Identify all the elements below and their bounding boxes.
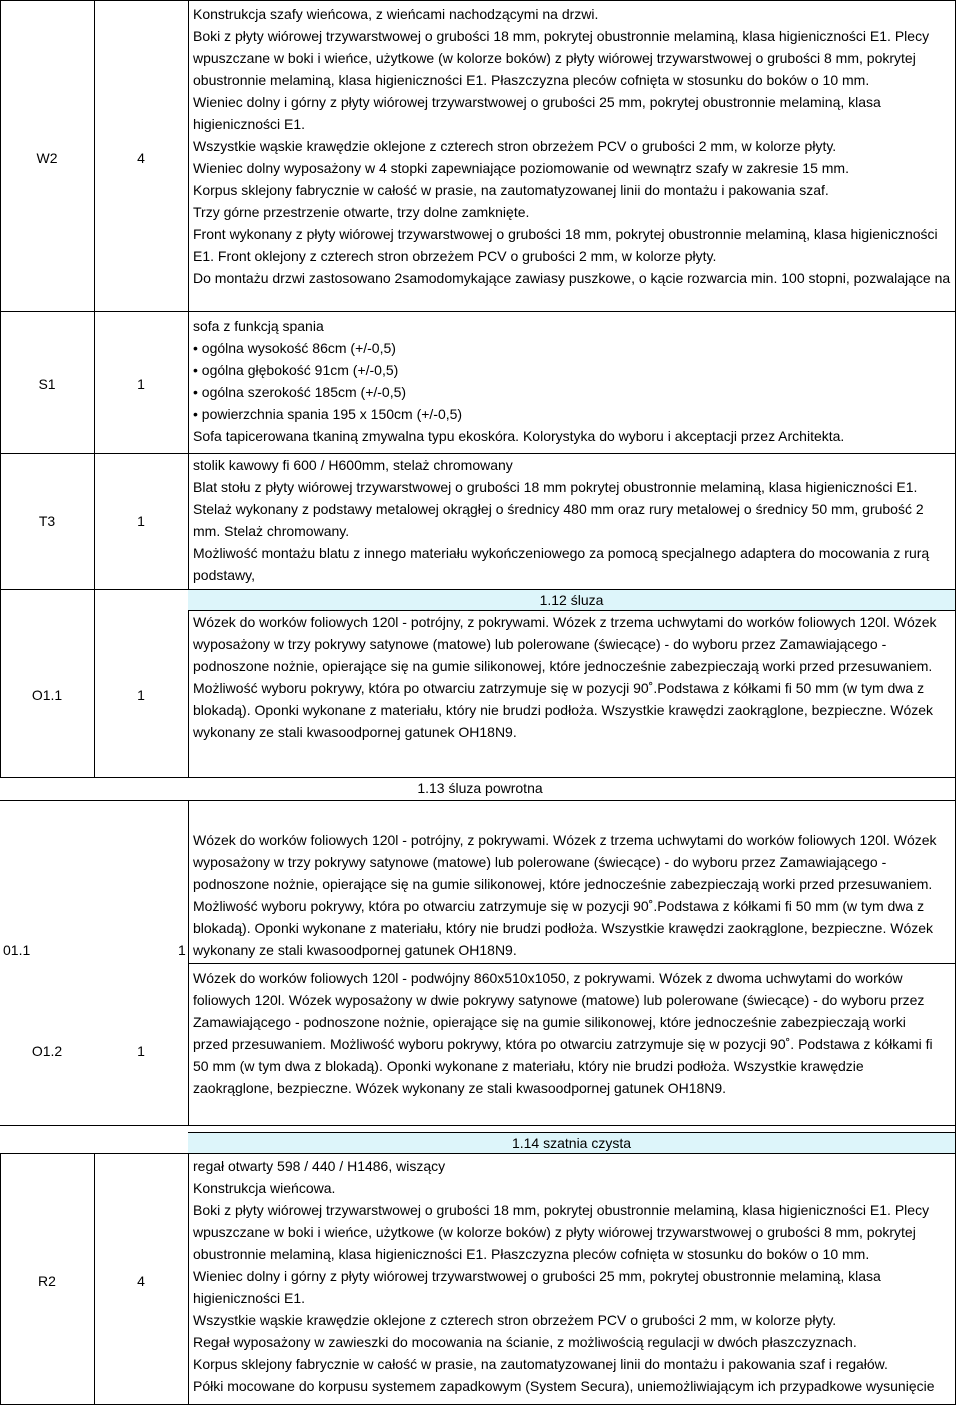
description-line: Wieniec dolny i górny z płyty wiórowej trzywarstwowej o grubości 25 mm, pokrytej obustronnie melaminą, klasa xyxy=(193,1268,881,1284)
description-line: Front wykonany z płyty wiórowej trzywarstwowej o grubości 18 mm, pokrytej obustronnie melaminą, klasa higieniczności xyxy=(193,226,938,242)
description-line: • powierzchnia spania 195 x 150cm (+/-0,5) xyxy=(193,406,463,422)
description-line: • ogólna wysokość 86cm (+/-0,5) xyxy=(193,340,396,356)
description-line: Korpus sklejony fabrycznie w całość w prasie, na zautomatyzowanej linii do montażu i pakowania szaf i regałów. xyxy=(193,1356,888,1372)
description-line: Wózek do worków foliowych 120l - potrójny, z pokrywami. Wózek z trzema uchwytami do worków foliowych 120l. Wózek xyxy=(193,832,937,848)
description-line: Półki mocowane do korpusu systemem zapadkowym (System Secura), uniemożliwiającym ich przypadkowe wysunięcie xyxy=(193,1378,935,1394)
grid-line xyxy=(0,800,956,801)
description-line: Konstrukcja szafy wieńcowa, z wieńcami nachodzącymi na drzwi. xyxy=(193,6,599,22)
description-line: Stelaż wykonany z podstawy metalowej okrągłej o średnicy 480 mm oraz rury metalowej o średnicy 50 mm, grubość 2 xyxy=(193,501,924,517)
description-line: Do montażu drzwi zastosowano 2samodomykające zawiasy puszkowe, o kącie rozwarcia min. 100 stopni, pozwalające na xyxy=(193,270,951,286)
item-code: O1.2 xyxy=(31,1043,63,1059)
item-description xyxy=(193,315,955,447)
description-line: wykonany ze stali kwasoodpornej gatunek OH18N9. xyxy=(193,942,517,958)
description-line: Sofa tapicerowana tkaniną zmywalna typu ekoskóra. Kolorystyka do wyboru i akceptacji przez Architekta. xyxy=(193,428,845,444)
description-line: Możliwość montażu blatu z innego materiału wykończeniowego za pomocą specjalnego adaptera do mocowania z rurą xyxy=(193,545,930,561)
description-line: E1. Front oklejony z czterech stron obrzeżem PCV o grubości 2 mm, w kolorze płyty. xyxy=(193,248,717,264)
description-line: Wszystkie wąskie krawędzie oklejone z czterech stron obrzeżem PCV o grubości 2 mm, w kolorze płyty. xyxy=(193,1312,837,1328)
description-line: • ogólna głębokość 91cm (+/-0,5) xyxy=(193,362,399,378)
description-line: zaokrąglone, bezpieczne. Wózek wykonany ze stali kwasoodpornej gatunek OH18N9. xyxy=(193,1080,727,1096)
item-code: O1.1 xyxy=(31,687,63,703)
description-line: • ogólna szerokość 185cm (+/-0,5) xyxy=(193,384,407,400)
description-line: wykonany ze stali kwasoodpornej gatunek OH18N9. xyxy=(193,724,517,740)
grid-line xyxy=(188,963,955,964)
description-line: wpuszczane w boki i wieńce, użytkowe (w kolorze boków) z płyty wiórowej trzywarstwowej o grubości 8 mm, pokrytej xyxy=(193,50,916,66)
description-line: Wieniec dolny wyposażony w 4 stopki zapewniające poziomowanie od wewnątrz szafy w zakresie 15 mm. xyxy=(193,160,849,176)
grid-line xyxy=(0,311,956,312)
description-line: foliowych 120l. Wózek wyposażony w dwie pokrywy satynowe (matowe) lub polerowane (świecące) - do wyboru przez xyxy=(193,992,925,1008)
description-line: stolik kawowy fi 600 / H600mm, stelaż chromowany xyxy=(193,457,513,473)
description-line: Trzy górne przestrzenie otwarte, trzy dolne zamknięte. xyxy=(193,204,530,220)
description-line: obustronnie melaminą, klasa higieniczności E1. Płaszczyzna pleców cofnięta w stosunku do boków o 10 mm. xyxy=(193,1246,870,1262)
description-line: podnoszone nożnie, opierające się na gumie silikonowej, które jednocześnie zabezpieczają worki przed przesuwaniem. xyxy=(193,658,933,674)
grid-line xyxy=(188,0,189,777)
grid-line xyxy=(955,0,956,1405)
description-line: obustronnie melaminą, klasa higieniczności E1. Płaszczyzna pleców cofnięta w stosunku do boków o 10 mm. xyxy=(193,72,870,88)
item-code: R2 xyxy=(38,1273,56,1289)
description-line: wyposażony w trzy pokrywy satynowe (matowe) lub polerowane (świecące) - do wyboru przez Zamawiającego - xyxy=(193,854,887,870)
description-line: Korpus sklejony fabrycznie w całość w prasie, na zautomatyzowanej linii do montażu i pakowania szaf. xyxy=(193,182,829,198)
description-line: wyposażony w trzy pokrywy satynowe (matowe) lub polerowane (świecące) - do wyboru przez Zamawiającego - xyxy=(193,636,887,652)
item-code: T3 xyxy=(38,513,56,529)
item-code: 01.1 xyxy=(3,942,31,958)
description-line: Możliwość wyboru pokrywy, która po otwarciu zatrzymuje się w pozycji 90˚.Podstawa z kółkami fi 50 mm (w tym dwa z xyxy=(193,680,925,696)
description-line: higieniczności E1. xyxy=(193,116,306,132)
description-line: Regał wyposażony w zawieszki do mocowania na ścianie, z możliwością regulacji w dwóch płaszczyznach. xyxy=(193,1334,857,1350)
description-line: blokadą). Oponki wykonane z materiału, który nie brudzi podłoża. Wszystkie krawędzi zaokrąglone, bezpieczne. Wózek xyxy=(193,920,934,936)
item-quantity: 1 xyxy=(137,376,145,392)
description-line: Wszystkie wąskie krawędzie oklejone z czterech stron obrzeżem PCV o grubości 2 mm, w kolorze płyty. xyxy=(193,138,837,154)
item-quantity: 4 xyxy=(137,150,145,166)
item-code: S1 xyxy=(38,376,56,392)
section-header: 1.12 śluza xyxy=(188,589,955,611)
item-quantity: 1 xyxy=(137,687,145,703)
description-line: Wózek do worków foliowych 120l - podwójny 860x510x1050, z pokrywami. Wózek z dwoma uchwytami do worków xyxy=(193,970,903,986)
description-line: Wieniec dolny i górny z płyty wiórowej trzywarstwowej o grubości 25 mm, pokrytej obustronnie melaminą, klasa xyxy=(193,94,881,110)
item-description xyxy=(193,454,955,586)
description-line: wpuszczane w boki i wieńce, użytkowe (w kolorze boków) z płyty wiórowej trzywarstwowej o grubości 8 mm, pokrytej xyxy=(193,1224,916,1240)
description-line: podnoszone nożnie, opierające się na gumie silikonowej, które jednocześnie zabezpieczają worki przed przesuwaniem. xyxy=(193,876,933,892)
item-quantity: 4 xyxy=(137,1273,145,1289)
description-line: sofa z funkcją spania xyxy=(193,318,324,334)
item-description xyxy=(193,829,955,961)
description-line: higieniczności E1. xyxy=(193,1290,306,1306)
grid-line xyxy=(0,1125,956,1126)
description-line: Zamawiającego - podnoszone nożnie, opierające się na gumie silikonowej, które jednocześnie zabezpieczają worki xyxy=(193,1014,906,1030)
grid-line xyxy=(188,1153,189,1405)
description-line: Możliwość wyboru pokrywy, która po otwarciu zatrzymuje się w pozycji 90˚.Podstawa z kółkami fi 50 mm (w tym dwa z xyxy=(193,898,925,914)
description-line: Boki z płyty wiórowej trzywarstwowej o grubości 18 mm, pokrytej obustronnie melaminą, klasa higieniczności E1. Plecy xyxy=(193,1202,930,1218)
item-quantity: 1 xyxy=(137,513,145,529)
section-header: 1.13 śluza powrotna xyxy=(417,780,543,796)
section-header: 1.14 szatnia czysta xyxy=(188,1132,955,1154)
description-line: regał otwarty 598 / 440 / H1486, wiszący xyxy=(193,1158,446,1174)
item-description xyxy=(193,3,955,289)
grid-line xyxy=(0,0,956,1)
description-line: mm. Stelaż chromowany. xyxy=(193,523,350,539)
description-line: przed przesuwaniem. Możliwość wyboru pokrywy, która po otwarciu zatrzymuje się w pozycji 90˚. Podstawa z kółkami fi xyxy=(193,1036,933,1052)
description-line: Boki z płyty wiórowej trzywarstwowej o grubości 18 mm, pokrytej obustronnie melaminą, klasa higieniczności E1. Plecy xyxy=(193,28,930,44)
item-description xyxy=(193,1155,955,1397)
item-description xyxy=(193,611,955,743)
description-line: 50 mm (w tym dwa z blokadą). Oponki wykonane z materiału, który nie brudzi podłoża. Wszystkie krawędzie xyxy=(193,1058,864,1074)
description-line: Blat stołu z płyty wiórowej trzywarstwowej o grubości 18 mm pokrytej obustronnie melaminą, klasa higieniczności E1. xyxy=(193,479,918,495)
description-line: blokadą). Oponki wykonane z materiału, który nie brudzi podłoża. Wszystkie krawędzi zaokrąglone, bezpieczne. Wózek xyxy=(193,702,934,718)
item-quantity: 1 xyxy=(137,1043,145,1059)
description-line: podstawy, xyxy=(193,567,255,583)
item-code: W2 xyxy=(36,150,58,166)
description-line: Konstrukcja wieńcowa. xyxy=(193,1180,336,1196)
description-line: Wózek do worków foliowych 120l - potrójny, z pokrywami. Wózek z trzema uchwytami do worków foliowych 120l. Wózek xyxy=(193,614,937,630)
item-quantity: 1 xyxy=(178,942,186,958)
item-description xyxy=(193,967,955,1099)
